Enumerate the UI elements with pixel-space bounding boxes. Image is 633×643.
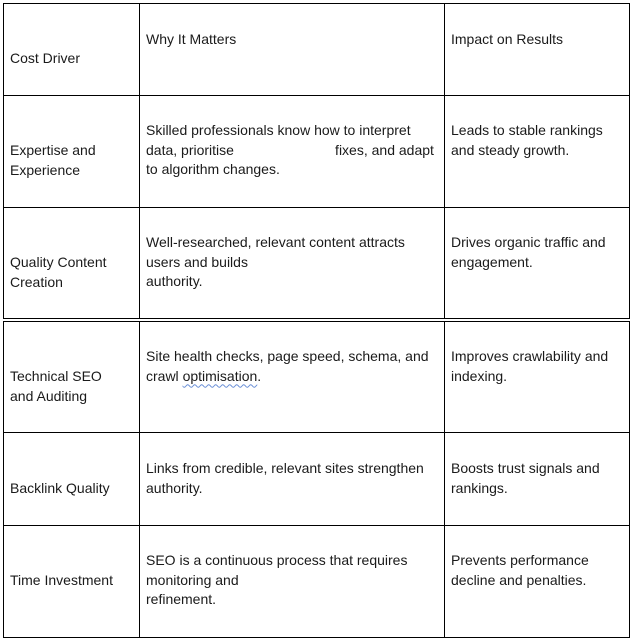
cost-driver-cell [3, 432, 140, 526]
table-row [3, 432, 630, 526]
impact-cell [445, 207, 630, 319]
header-cell-why [140, 3, 445, 96]
cost-driver-cell [3, 321, 140, 433]
cost-driver-text: Quality Content Creation [10, 254, 107, 290]
cost-driver-text: Backlink Quality [10, 480, 110, 496]
cost-driver-text: Technical SEO and Auditing [10, 368, 102, 404]
impact-text: Boosts trust signals and rankings. [451, 460, 600, 496]
why-text: Links from credible, relevant sites strengthen authority. [146, 460, 424, 496]
header-cost-driver: Cost Driver [10, 50, 81, 66]
why-cell [140, 432, 445, 526]
header-row [3, 3, 630, 96]
why-text-end: . [257, 367, 262, 384]
spellcheck-flagged-word[interactable]: optimisation [182, 367, 258, 384]
header-cell-impact [445, 3, 630, 96]
impact-text: Leads to stable rankings and steady growth. [451, 122, 603, 158]
table-row [3, 321, 630, 433]
impact-text: Prevents performance decline and penalties. [451, 552, 589, 588]
impact-text: Drives organic traffic and engagement. [451, 234, 606, 270]
why-text: SEO is a continuous process that requires monitoring and refinement. [146, 552, 408, 607]
why-text [146, 347, 438, 386]
header-impact-on-results: Impact on Results [451, 31, 564, 47]
why-cell [140, 95, 445, 208]
why-text: Well-researched, relevant content attracts users and builds authority. [146, 234, 405, 289]
table-row [3, 207, 630, 319]
impact-cell [445, 95, 630, 208]
impact-cell [445, 432, 630, 526]
cost-driver-cell [3, 95, 140, 208]
why-text-start: Site health checks, page speed, schema, and crawl [146, 348, 429, 384]
cost-driver-text: Expertise and Experience [10, 142, 96, 178]
impact-text: Improves crawlability and indexing. [451, 348, 609, 384]
why-cell [140, 321, 445, 433]
impact-cell [445, 321, 630, 433]
impact-cell [445, 525, 630, 638]
why-text: Skilled professionals know how to interpret data, prioritise fixes, and adapt to algorithm changes. [146, 122, 438, 177]
cost-driver-text: Time Investment [10, 572, 113, 588]
table-row [3, 95, 630, 208]
table-row [3, 525, 630, 638]
header-cell-cost-driver [3, 3, 140, 96]
cost-driver-cell [3, 207, 140, 319]
why-cell [140, 207, 445, 319]
header-why-it-matters: Why It Matters [146, 31, 237, 47]
cost-driver-cell [3, 525, 140, 638]
why-cell [140, 525, 445, 638]
